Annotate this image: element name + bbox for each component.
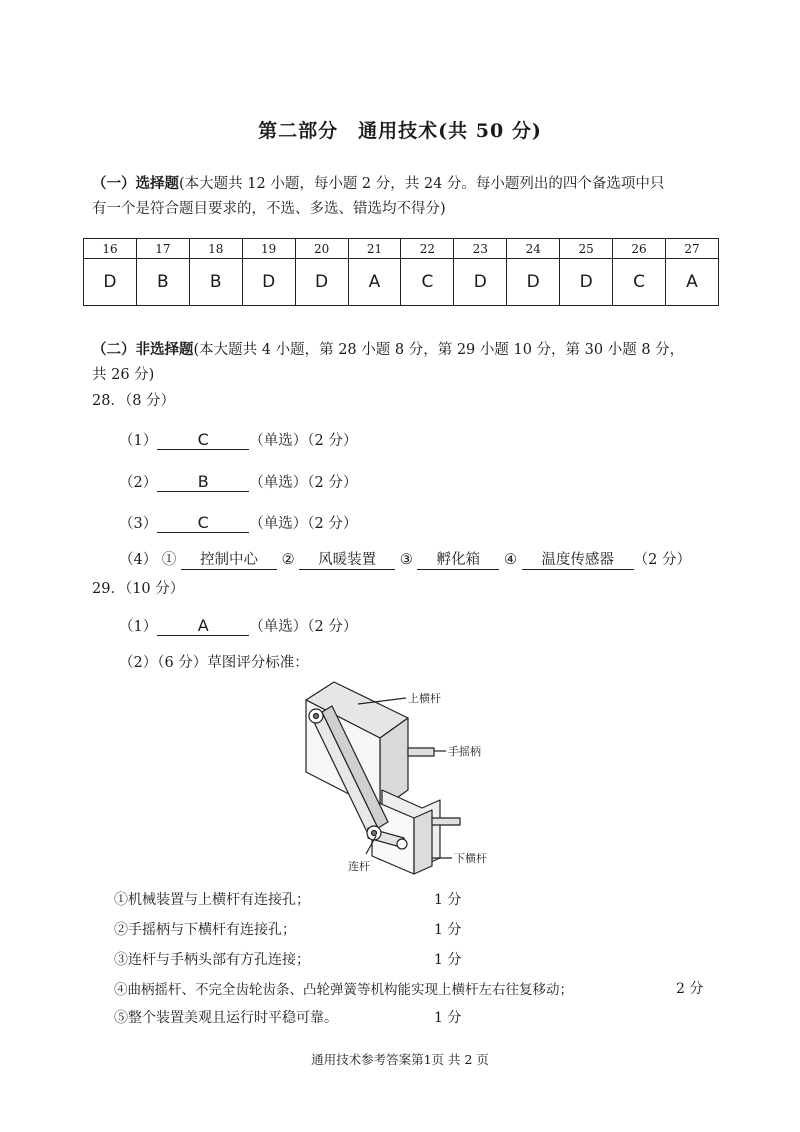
question-number: 20 [295,239,348,259]
question-number-row [84,239,719,259]
answer-blank-control-center: 控制中心 [181,551,277,570]
answer-letter: A [348,259,401,306]
marker-4: ④ [504,552,517,568]
lower-bar-edge [414,810,432,874]
answer-blank-incubator: 孵化箱 [417,551,499,570]
answer-letter: C [401,259,454,306]
question-number: 22 [401,239,454,259]
criterion-5-points: 1 分 [434,1010,462,1026]
section2-intro [92,337,722,388]
criterion-3: ③连杆与手柄头部有方孔连接； [114,952,310,968]
section1-intro [92,171,722,222]
item-number: （4） [119,552,158,568]
answer-blank: B [157,473,249,492]
item-type: （单选） [249,475,308,491]
question-number: 19 [242,239,295,259]
marker-1: ① [161,552,177,568]
q28-item-3 [119,512,357,533]
lower-rod [432,818,460,825]
page-footer: 通用技术参考答案第1页 共 2 页 [311,1052,489,1067]
item-score: （2 分） [307,619,358,635]
answer-blank: C [157,431,249,450]
item-number: （1） [119,619,158,635]
answer-blank: A [157,617,249,636]
pivot-crank [397,839,407,849]
label-handle: 手摇柄 [448,745,481,758]
section2-text-line2: 共 26 分) [92,367,155,383]
answer-letter: D [84,259,137,306]
item-score: （2 分） [307,475,358,491]
q29-item-2: （2）（6 分）草图评分标准： [119,655,309,671]
answer-letter-row [84,259,719,306]
pivot-upper-hole [314,714,319,719]
pivot-lower-hole [372,831,377,836]
answer-letter: C [613,259,666,306]
item-score: （2 分） [307,516,358,532]
answer-blank: C [157,514,249,533]
answer-letter: A [665,259,718,306]
answer-letter: D [242,259,295,306]
item-number: （2） [119,475,158,491]
answer-letter: D [295,259,348,306]
question-number: 16 [84,239,137,259]
q29-label: 29．（10 分） [92,581,185,597]
criterion-1-points: 1 分 [434,892,462,908]
answer-blank-heater: 风暖装置 [299,551,395,570]
criterion-2-points: 1 分 [434,922,462,938]
answer-letter: B [189,259,242,306]
criterion-4-points: 2 分 [676,981,704,997]
item-type: （单选） [249,516,308,532]
question-number: 21 [348,239,401,259]
question-number: 27 [665,239,718,259]
marker-3: ③ [399,552,413,568]
item-type: （单选） [249,619,308,635]
choice-answer-table [83,238,719,306]
answer-blank-sensor: 温度传感器 [522,551,634,570]
question-number: 26 [613,239,666,259]
section1-text-line1: (本大题共 12 小题，每小题 2 分，共 24 分。每小题列出的四个备选项中只 [179,176,665,192]
question-number: 25 [560,239,613,259]
criterion-2: ②手摇柄与下横杆有连接孔； [114,922,296,938]
section2-heading: （二）非选择题 [92,341,194,358]
mechanism-sketch-figure [296,678,506,878]
q28-item-4 [119,548,691,570]
criterion-1: ①机械装置与上横杆有连接孔； [114,892,310,908]
handle-shaft [408,748,434,756]
question-number: 18 [189,239,242,259]
q28-item-2 [119,471,357,492]
label-link: 连杆 [348,860,370,873]
marker-2: ② [281,552,295,568]
section1-text-line2: 有一个是符合题目要求的，不选、多选、错选均不得分) [92,201,446,217]
label-upper-bar: 上横杆 [408,692,441,705]
question-number: 24 [507,239,560,259]
section2-text-line1: (本大题共 4 小题，第 28 小题 8 分，第 29 小题 10 分，第 30 小题 8 分， [193,342,685,358]
answer-letter: D [454,259,507,306]
criterion-5: ⑤整个装置美观且运行时平稳可靠。 [114,1010,338,1026]
q28-label: 28．（8 分） [92,393,176,409]
q29-item-1 [119,615,357,636]
page-title: 第二部分 通用技术(共 50 分) [258,120,542,142]
section1-heading: （一）选择题 [92,175,179,192]
answer-letter: D [560,259,613,306]
answer-letter: D [507,259,560,306]
question-number: 17 [136,239,189,259]
item-score: （2 分） [307,433,358,449]
item-score: （2 分） [633,552,691,568]
item-type: （单选） [249,433,308,449]
criterion-4: ④曲柄摇杆、不完全齿轮齿条、凸轮弹簧等机构能实现上横杆左右往复移动； [114,982,573,998]
answer-letter: B [136,259,189,306]
question-number: 23 [454,239,507,259]
label-lower-bar: 下横杆 [454,852,487,865]
criterion-3-points: 1 分 [434,952,462,968]
q28-item-1 [119,429,357,450]
item-number: （3） [119,516,158,532]
item-number: （1） [119,433,158,449]
